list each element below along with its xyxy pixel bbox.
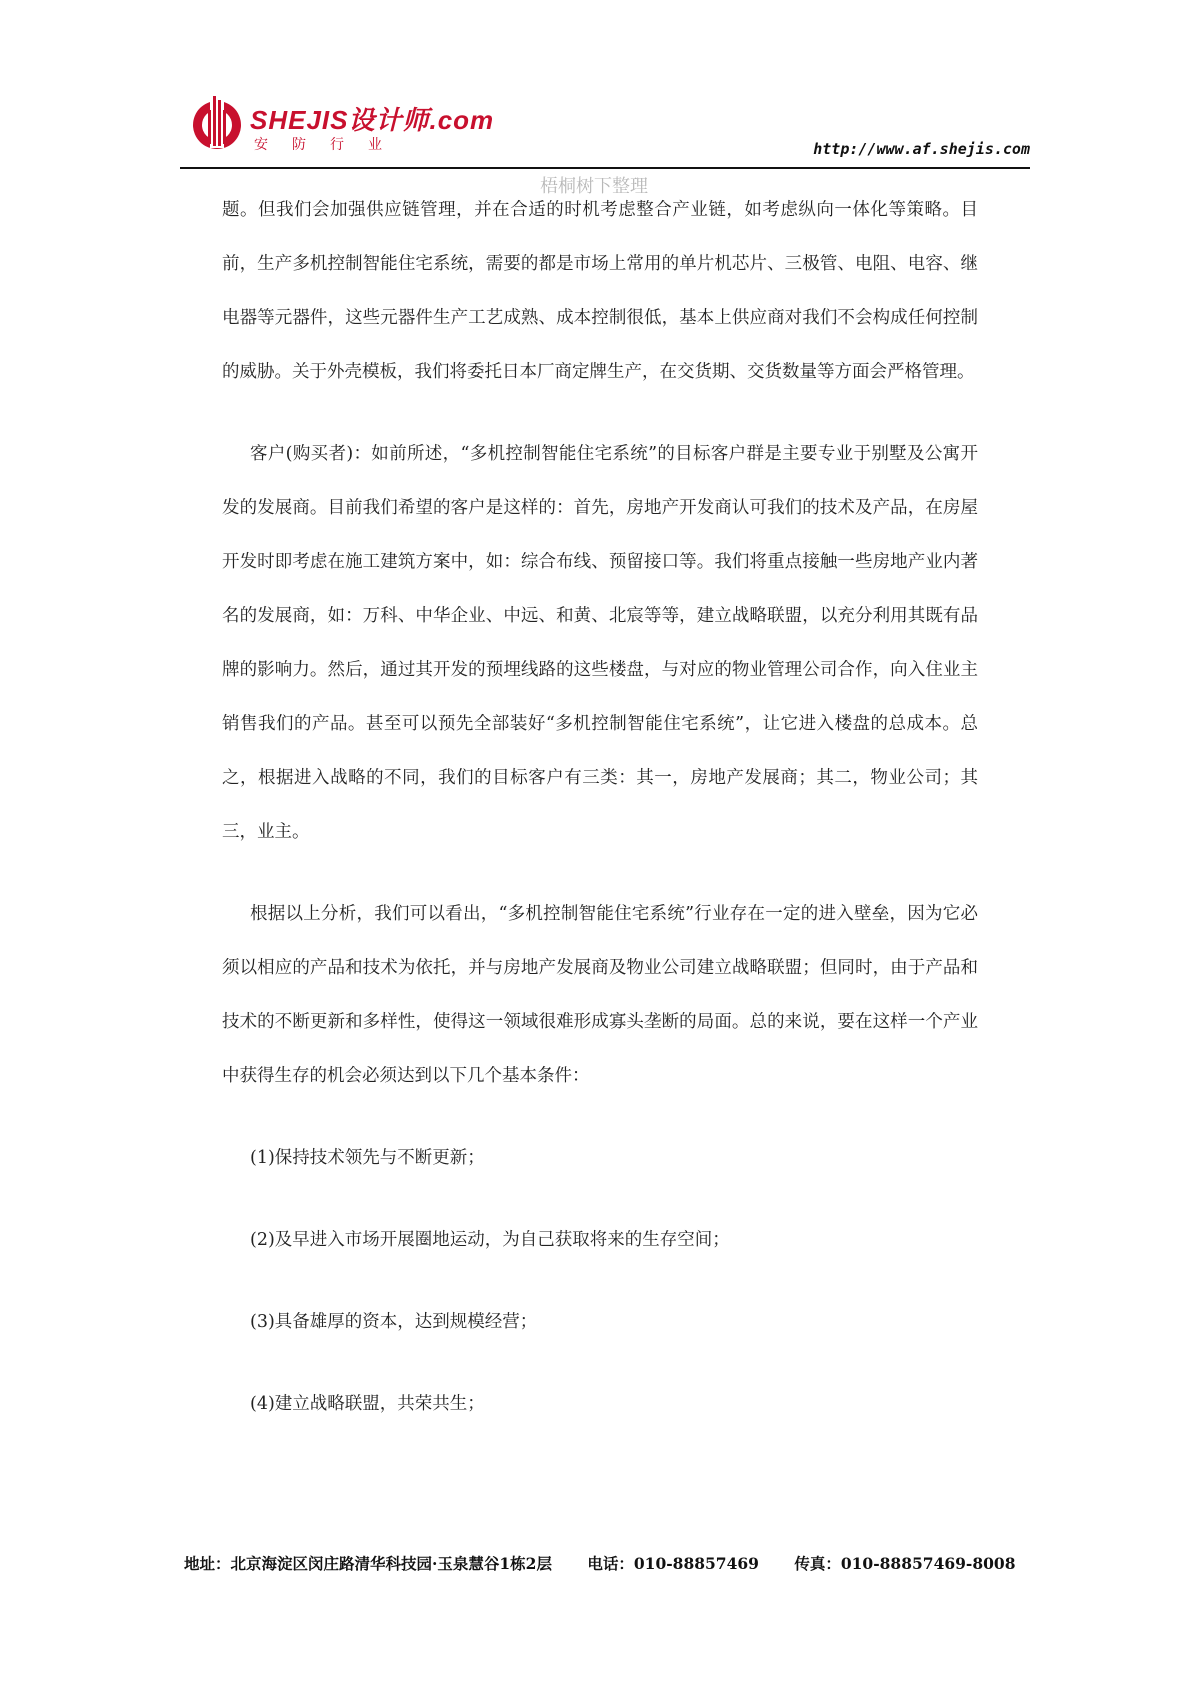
paragraph-gap [222,1267,978,1295]
paragraph-gap [222,859,978,887]
page-header [180,86,1030,166]
list-item: (4)建立战略联盟，共荣共生； [250,1394,485,1414]
paragraph-gap [222,1185,978,1213]
header-divider [180,167,1030,169]
paragraph-analysis: 根据以上分析，我们可以看出，“多机控制智能住宅系统”行业存在一定的进入壁垒，因为它必须以相应的产品和技术为依托，并与房地产发展商及物业公司建立战略联盟；但同时，由于产品和技术的不断更新和多样性，使得这一领域很难形成寡头垄断的局面。总的来说，要在这样一个产业中获得生存的机会必须达到以下几个基本条件： [222,904,978,1086]
footer-phone: 电话：010-88857469 [587,1554,759,1573]
paragraph-supply-chain: 题。但我们会加强供应链管理，并在合适的时机考虑整合产业链，如考虑纵向一体化等策略。目前，生产多机控制智能住宅系统，需要的都是市场上常用的单片机芯片、三极管、电阻、电容、继电器等元器件，这些元器件生产工艺成熟、成本控制很低，基本上供应商对我们不会构成任何控制的威胁。关于外壳模板，我们将委托日本厂商定牌生产，在交货期、交货数量等方面会严格管理。 [222,200,978,382]
page-footer [184,1552,1044,1574]
document-body [222,183,978,1431]
list-item: (1)保持技术领先与不断更新； [250,1148,485,1168]
shejis-logo[interactable] [188,94,495,164]
paragraph-gap [222,1103,978,1131]
list-item: (2)及早进入市场开展圈地运动，为自己获取将来的生存空间； [250,1230,730,1250]
paragraph-gap [222,399,978,427]
logo-tagline: 安防行业 [254,137,406,153]
logo-mark-icon [188,94,246,152]
footer-address: 地址：北京海淀区闵庄路清华科技园·玉泉慧谷1栋2层 [184,1554,552,1573]
logo-name: SHEJIS设计师.com [250,105,495,135]
site-url-link[interactable]: http://www.af.shejis.com [813,140,1030,158]
paragraph-customers: 客户(购买者)：如前所述，“多机控制智能住宅系统”的目标客户群是主要专业于别墅及公寓开发的发展商。目前我们希望的客户是这样的：首先，房地产开发商认可我们的技术及产品，在房屋开发时即考虑在施工建筑方案中，如：综合布线、预留接口等。我们将重点接触一些房地产业内著名的发展商，如：万科、中华企业、中远、和黄、北宸等等，建立战略联盟，以充分利用其既有品牌的影响力。然后，通过其开发的预埋线路的这些楼盘，与对应的物业管理公司合作，向入住业主销售我们的产品。甚至可以预先全部装好“多机控制智能住宅系统”，让它进入楼盘的总成本。总之，根据进入战略的不同，我们的目标客户有三类：其一，房地产发展商；其二，物业公司；其三，业主。 [222,444,978,842]
footer-fax: 传真：010-88857469-8008 [794,1554,1016,1573]
paragraph-gap [222,1349,978,1377]
list-item: (3)具备雄厚的资本，达到规模经营； [250,1312,538,1332]
watermark-text: 梧桐树下整理 [540,176,648,197]
